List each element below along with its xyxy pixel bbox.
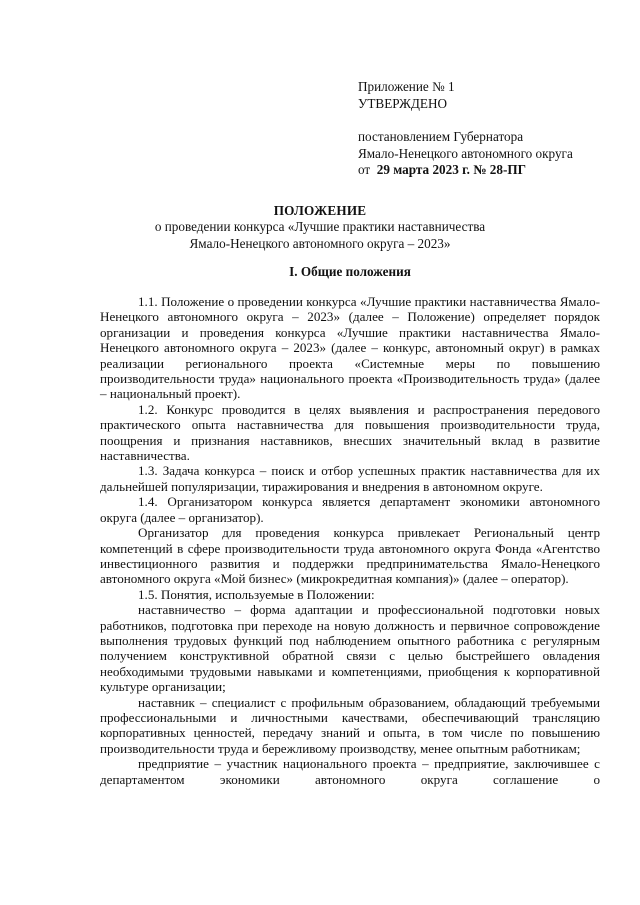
title-line-1: о проведении конкурса «Лучшие практики наставничества <box>154 219 486 235</box>
section-heading: I. Общие положения <box>289 264 411 279</box>
paragraph: наставник – специалист с профильным образованием, обладающий требуемыми профессиональными и личностными качествами, обеспечивающий трансляцию корпоративных ценностей, передачу знаний и опыта, в том числе по повышению производительности труда и бережливому производству, менее опытным работникам; <box>100 694 600 756</box>
paragraph: 1.1. Положение о проведении конкурса «Лучшие практики наставничества Ямало-Ненецкого автономного округа – 2023» (далее – Положение) определяет порядок организации и проведения конкурса «Лучшие практики наставничества Ямало-Ненецкого автономного округа – 2023» (далее – конкурс, автономный округ) в рамках реализации регионального проекта «Системные меры по повышению производительности труда» национального проекта «Производительность труда» (далее – национальный проект). <box>100 294 600 402</box>
paragraph: 1.3. Задача конкурса – поиск и отбор успешных практик наставничества для их дальнейшей популяризации, тиражирования и внедрения в автономном округе. <box>100 463 600 494</box>
approved-stamp: УТВЕРЖДЕНО <box>358 95 448 111</box>
decree-line-1: постановлением Губернатора <box>358 129 524 144</box>
decree-date <box>358 162 618 179</box>
document-title <box>100 203 540 252</box>
date-value: 29 марта 2023 г. № 28-ПГ <box>376 162 526 177</box>
title-heading: ПОЛОЖЕНИЕ <box>273 203 367 218</box>
appendix-number: Приложение № 1 <box>358 79 455 94</box>
paragraph: наставничество – форма адаптации и профессиональной подготовки новых работников, подготовка при переходе на новую должность и первичное сопровождение выполнения трудовых функций под наблюдением опытного работника с регулярным получением конструктивной обратной связи с целью быстрейшего овладения необходимыми трудовыми навыками и компетенциями, приобщения к корпоративной культуре организации; <box>100 602 600 695</box>
paragraph: 1.4. Организатором конкурса является департамент экономики автономного округа (далее – организатор). <box>100 494 600 525</box>
decree-line-2: Ямало-Ненецкого автономного округа <box>358 145 573 161</box>
document-body <box>100 294 600 787</box>
paragraph: предприятие – участник национального проекта – предприятие, заключившее с департаментом экономики автономного округа соглашение о <box>100 756 600 787</box>
paragraph: Организатор для проведения конкурса привлекает Региональный центр компетенций в сфере производительности труда автономного округа Фонда «Агентство инвестиционного развития и поддержки предпринимательства Ямало-Ненецкого автономного округа «Мой бизнес» (микрокредитная компания)» (далее – оператор). <box>100 525 600 587</box>
date-prefix: от <box>358 162 371 177</box>
paragraph: 1.2. Конкурс проводится в целях выявления и распространения передового практического опыта наставничества для повышения производительности труда, поощрения и признания наставников, внесших значительный вклад в развитие наставничества. <box>100 401 600 464</box>
approval-block <box>358 79 618 179</box>
paragraph: 1.5. Понятия, используемые в Положении: <box>138 586 375 602</box>
title-line-2: Ямало-Ненецкого автономного округа – 2023» <box>189 235 451 251</box>
